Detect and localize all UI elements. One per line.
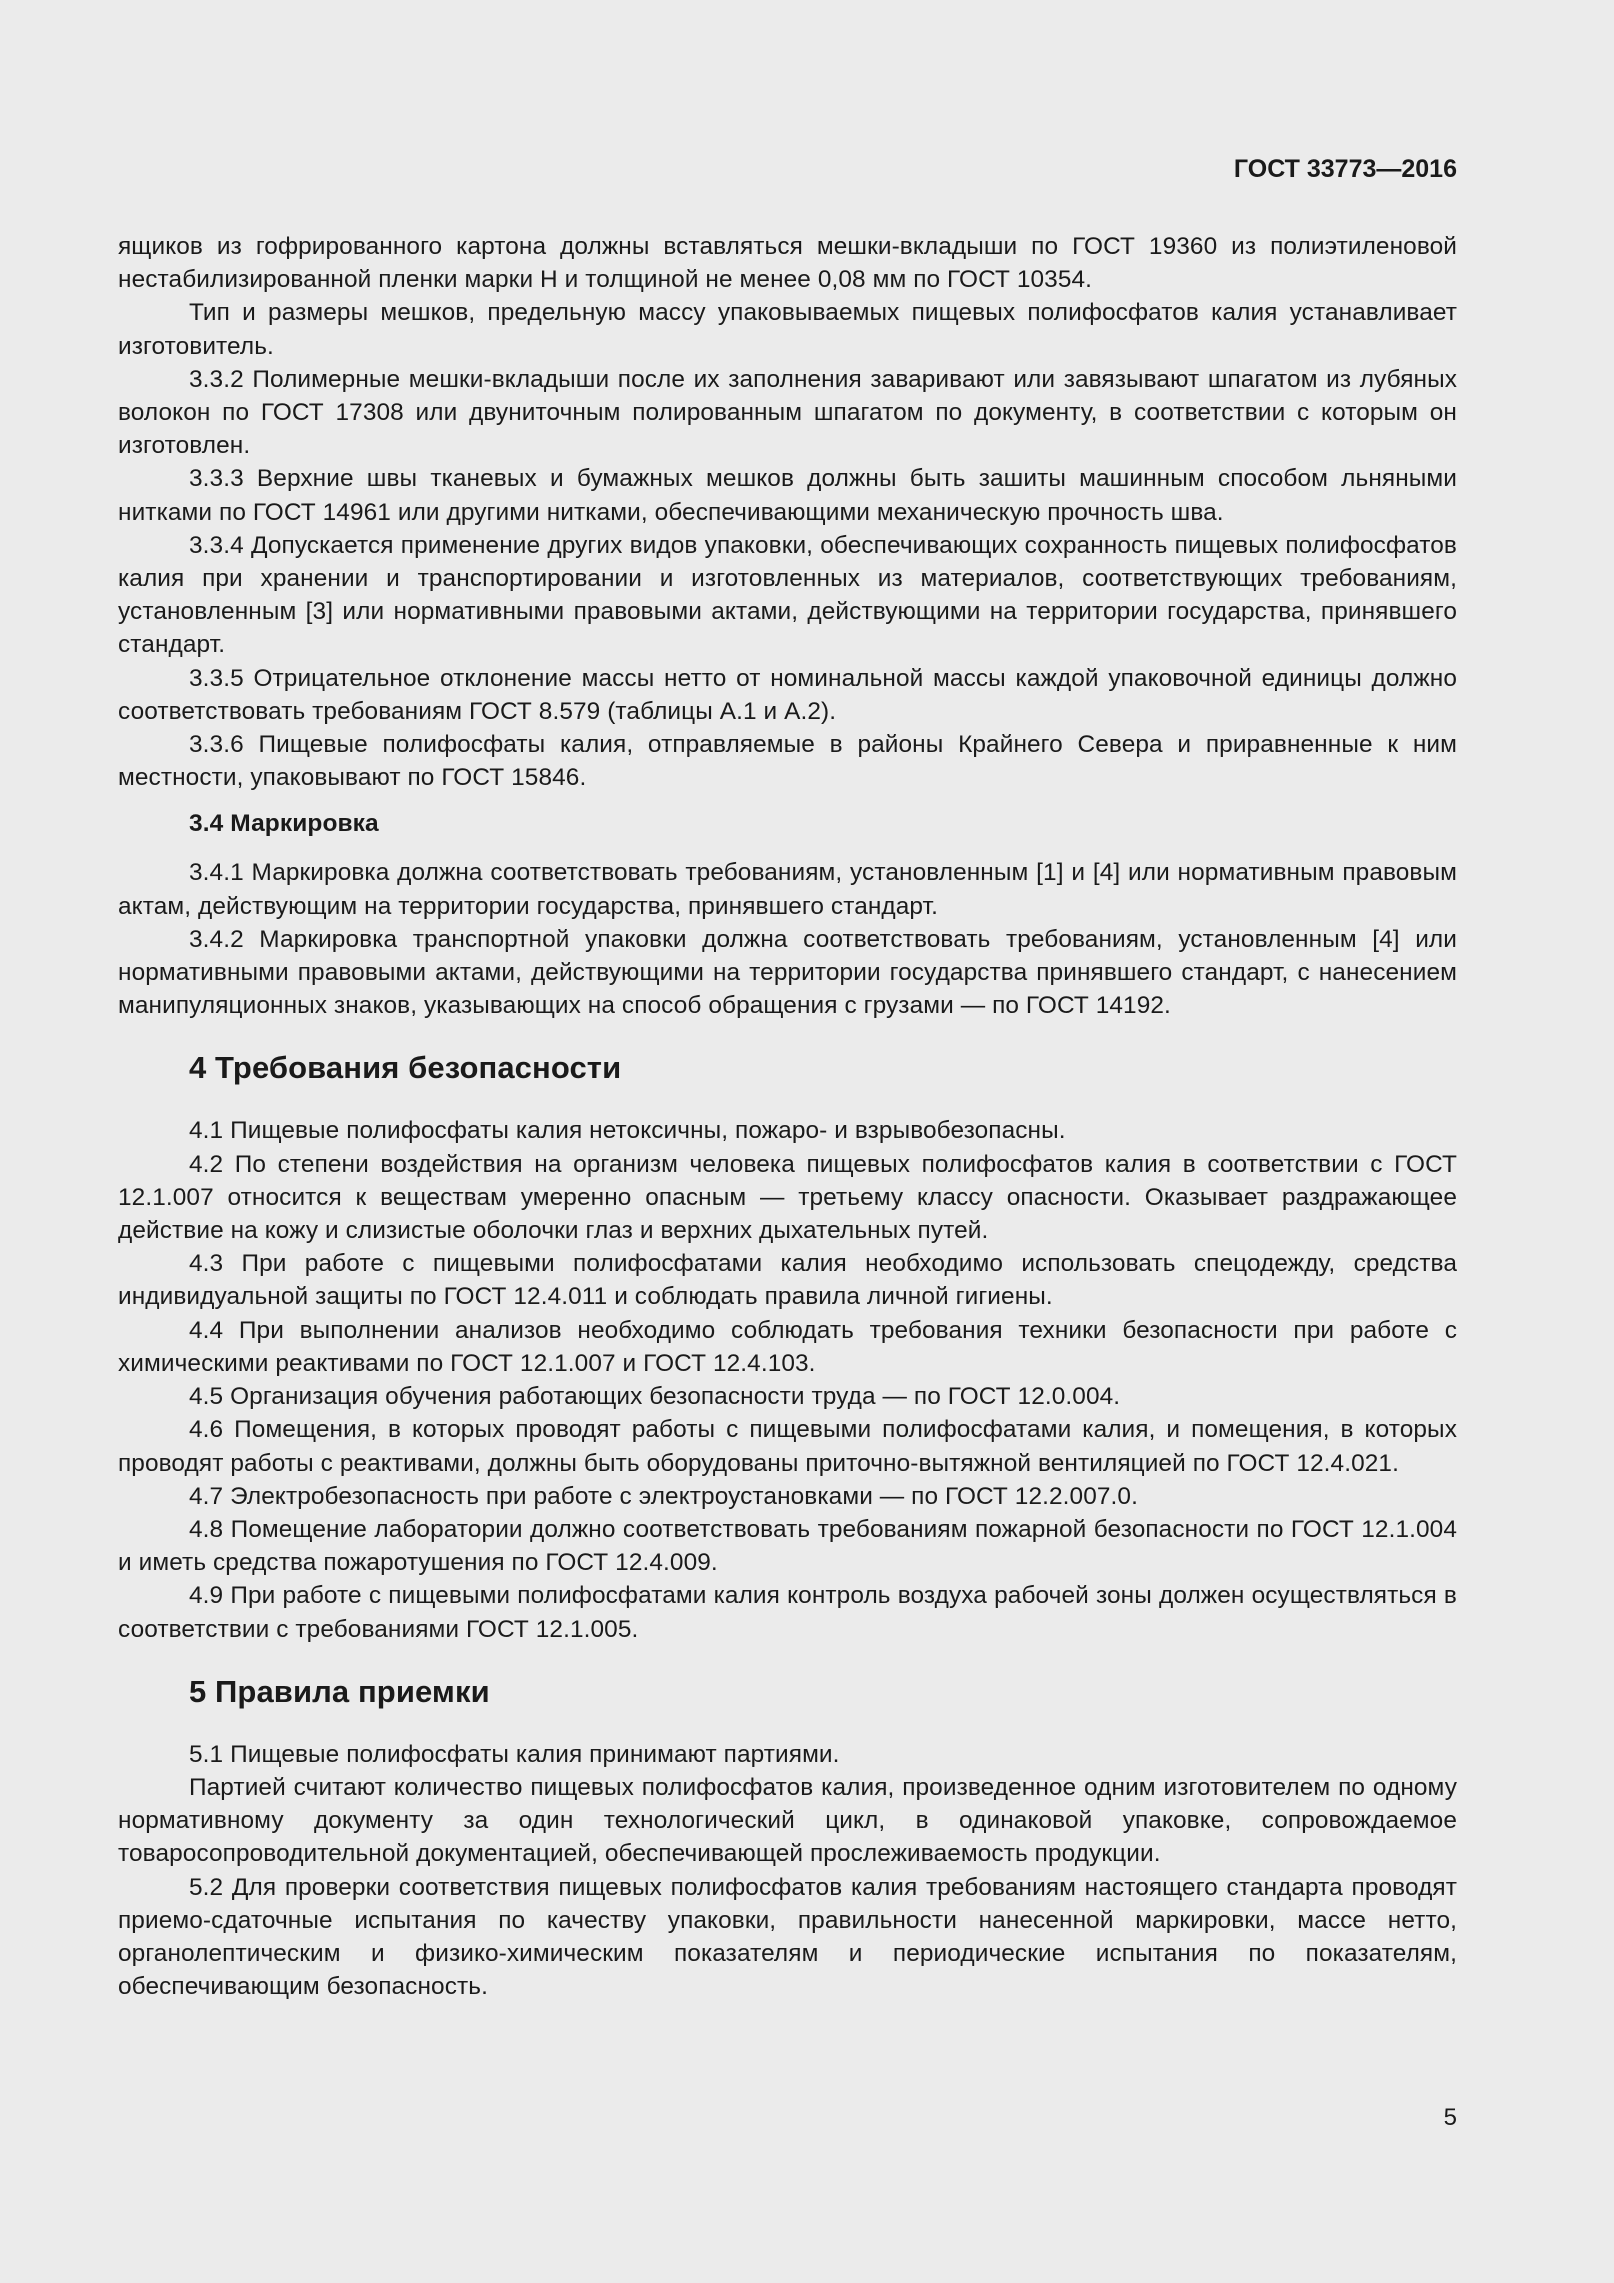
section-heading-5: 5 Правила приемки [189,1673,490,1709]
clause-5-1: 5.1 Пищевые полифосфаты калия принимают партиями. [189,1740,840,1768]
section-heading-4: 4 Требования безопасности [189,1050,622,1086]
subsection-heading-3-4: 3.4 Маркировка [189,810,379,838]
clause-3-3-2: 3.3.2 Полимерные мешки-вкладыши после их заполнения заваривают или завязывают шпагатом из лубяных волокон по ГОСТ 17308 или двуниточным полированным шпагатом по документу, в соответствии с которым он изготовлен. [118,365,1457,460]
clause-3-3-3: 3.3.3 Верхние швы тканевых и бумажных мешков должны быть зашиты машинным способом льняными нитками по ГОСТ 14961 или другими нитками, обеспечивающими механическую прочность шва. [118,465,1457,526]
clause-3-3-5: 3.3.5 Отрицательное отклонение массы нетто от номинальной массы каждой упаковочной единицы должно соответствовать требованиям ГОСТ 8.579 (таблицы А.1 и А.2). [118,664,1457,725]
document-body [118,230,1457,2003]
standard-designation: ГОСТ 33773—2016 [1233,155,1457,183]
clause-4-7: 4.7 Электробезопасность при работе с электроустановками — по ГОСТ 12.2.007.0. [189,1482,1138,1510]
clause-4-6: 4.6 Помещения, в которых проводят работы с пищевыми полифосфатами калия, и помещения, в которых проводят работы с реактивами, должны быть оборудованы приточно-вытяжной вентиляцией по ГОСТ 12.4.021. [118,1416,1457,1477]
clause-4-1: 4.1 Пищевые полифосфаты калия нетоксичны, пожаро- и взрывобезопасны. [189,1117,1066,1145]
clause-4-5: 4.5 Организация обучения работающих безопасности труда — по ГОСТ 12.0.004. [189,1383,1121,1411]
clause-4-8: 4.8 Помещение лаборатории должно соответствовать требованиям пожарной безопасности по ГОСТ 12.1.004 и иметь средства пожаротушения по ГОСТ 12.4.009. [118,1515,1457,1577]
clause-4-3: 4.3 При работе с пищевыми полифосфатами калия необходимо использовать спецодежду, средства индивидуальной защиты по ГОСТ 12.4.011 и соблюдать правила личной гигиены. [118,1250,1457,1311]
clause-3-3-4: 3.3.4 Допускается применение других видов упаковки, обеспечивающих сохранность пищевых полифосфатов калия при хранении и транспортировании и изготовленных из материалов, соответствующих требованиям, установленным [3] или нормативными правовыми актами, действующими на территории государства, принявшего стандарт. [118,531,1457,659]
clause-3-3-6: 3.3.6 Пищевые полифосфаты калия, отправляемые в районы Крайнего Севера и приравненные к ним местности, упаковывают по ГОСТ 15846. [118,731,1457,792]
clause-4-9: 4.9 При работе с пищевыми полифосфатами калия контроль воздуха рабочей зоны должен осуществляться в соответствии с требованиями ГОСТ 12.1.005. [118,1582,1457,1643]
clause-4-4: 4.4 При выполнении анализов необходимо соблюдать требования техники безопасности при работе с химическими реактивами по ГОСТ 12.1.007 и ГОСТ 12.4.103. [118,1316,1457,1377]
paragraph: ящиков из гофрированного картона должны вставляться мешки-вкладыши по ГОСТ 19360 из полиэтиленовой нестабилизированной пленки марки Н и толщиной не менее 0,08 мм по ГОСТ 10354. [118,233,1457,294]
clause-3-4-2: 3.4.2 Маркировка транспортной упаковки должна соответствовать требованиям, установленным [4] или нормативными правовыми актами, действующими на территории государства принявшего стандарт, с нанесением манипуляционных знаков, указывающих на способ обращения с грузами — по ГОСТ 14192. [118,925,1457,1020]
page-number: 5 [1443,2104,1457,2131]
clause-4-2: 4.2 По степени воздействия на организм человека пищевых полифосфатов калия в соответствии с ГОСТ 12.1.007 относится к веществам умеренно опасным — третьему классу опасности. Оказывает раздражающее действие на кожу и слизистые оболочки глаз и верхних дыхательных путей. [118,1150,1457,1245]
clause-3-4-1: 3.4.1 Маркировка должна соответствовать требованиям, установленным [1] и [4] или нормативным правовым актам, действующим на территории государства, принявшего стандарт. [118,859,1457,920]
paragraph: Тип и размеры мешков, предельную массу упаковываемых пищевых полифосфатов калия устанавливает изготовитель. [118,299,1457,360]
clause-5-2: 5.2 Для проверки соответствия пищевых полифосфатов калия требованиям настоящего стандарта проводят приемо-сдаточные испытания по качеству упаковки, правильности нанесенной маркировки, массе нетто, органолептическим и физико-химическим показателям и периодические испытания по показателям, обеспечивающим безопасность. [118,1873,1457,2001]
paragraph: Партией считают количество пищевых полифосфатов калия, произведенное одним изготовителем по одному нормативному документу за один технологический цикл, в одинаковой упаковке, сопровождаемое товаросопроводительной документацией, обеспечивающей прослеживаемость продукции. [118,1773,1457,1868]
